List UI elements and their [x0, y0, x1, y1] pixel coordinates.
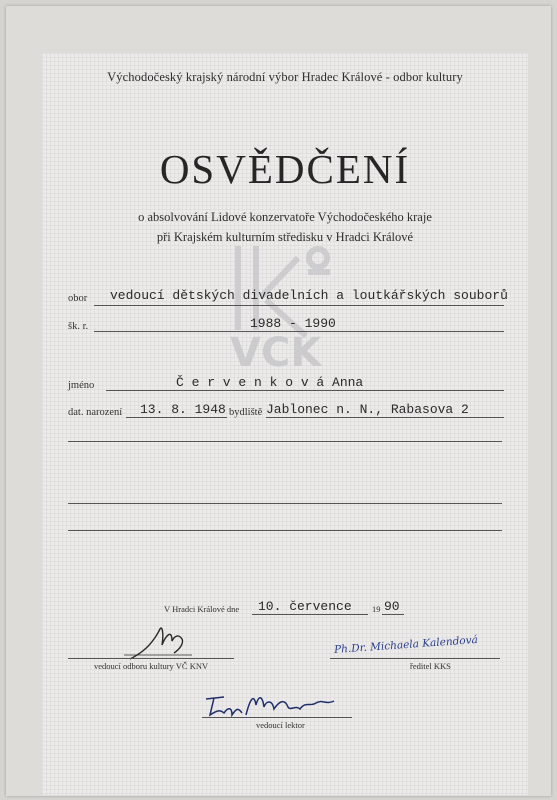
field-label-residence: bydliště: [229, 407, 263, 418]
bottom-signature-line: [202, 717, 352, 718]
left-signature-line: [68, 658, 234, 659]
date-line: [252, 614, 368, 615]
certificate-sheet: [6, 6, 551, 796]
left-signature-caption: vedoucí odboru kultury VČ KNV: [94, 661, 209, 671]
field-value-name: Č e r v e n k o v á Anna: [176, 375, 364, 390]
blank-line-1: [68, 441, 502, 442]
right-signature-line: [330, 658, 500, 659]
right-signature-handwritten: Ph.Dr. Michaela Kalendová: [333, 633, 479, 657]
field-value-obor: vedoucí dětských divadelních a loutkářských souborů: [110, 288, 508, 303]
field-label-obor: obor: [68, 293, 88, 304]
field-label-school-year: šk. r.: [68, 321, 89, 332]
field-line-name: [106, 390, 504, 391]
date-year: 90: [384, 599, 400, 614]
field-value-school-year: 1988 - 1990: [250, 316, 336, 331]
field-line-school-year: [94, 331, 504, 332]
certificate-title: OSVĚDČENÍ: [159, 146, 411, 192]
field-value-residence: Jablonec n. N., Rabasova 2: [266, 402, 469, 417]
field-line-birthdate: [126, 417, 227, 418]
watermark-text: VCK: [230, 330, 322, 376]
certificate-paper: [42, 53, 528, 795]
field-line-residence: [266, 417, 504, 418]
field-label-name: jméno: [68, 380, 95, 391]
subtitle-line-1: o absolvování Lidové konzervatoře Východočeského kraje: [138, 210, 432, 224]
place-date-prefix: V Hradci Králové dne: [164, 604, 240, 614]
year-line: [382, 614, 404, 615]
subtitle-line-2: při Krajském kulturním středisku v Hradci Králové: [156, 230, 414, 244]
bottom-signature-caption: vedoucí lektor: [256, 720, 305, 730]
field-value-birthdate: 13. 8. 1948: [140, 402, 226, 417]
date-day-month: 10. července: [258, 599, 352, 614]
blank-line-2: [68, 503, 502, 504]
field-line-obor: [94, 305, 504, 306]
issuing-authority: Východočeský krajský národní výbor Hradec Králové - odbor kultury: [107, 70, 463, 84]
blank-line-3: [68, 530, 502, 531]
field-label-birthdate: dat. narození: [68, 407, 123, 418]
right-signature-caption: ředitel KKS: [410, 661, 451, 671]
vck-watermark-logo: [226, 238, 346, 378]
left-signature: [122, 623, 202, 663]
date-century: 19: [372, 604, 381, 614]
